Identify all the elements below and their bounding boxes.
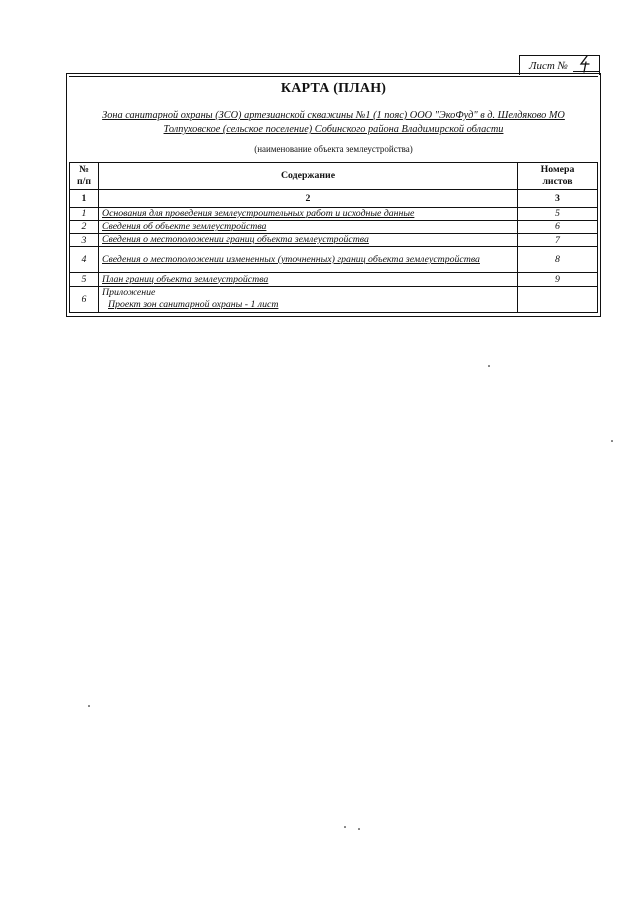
row-title: План границ объекта землеустройства (99, 273, 518, 286)
row-pages: 9 (518, 273, 598, 286)
document-title: КАРТА (ПЛАН) (280, 81, 387, 96)
table-header-row (70, 163, 598, 190)
scan-speck (358, 828, 360, 830)
row-title: Сведения об объекте землеустройства (99, 220, 518, 233)
frame-inner-line (69, 76, 598, 77)
column-number: 2 (99, 190, 518, 207)
object-name-line-1: Зона санитарной охраны (ЗСО) артезианской скважины №1 (1 пояс) ООО "ЭкоФуд" в д. Шелдяково МО (102, 110, 565, 121)
table-row-appendix (70, 286, 598, 312)
object-name-caption: (наименование объекта землеустройства) (254, 144, 413, 154)
header-pages (518, 163, 598, 190)
row-title: Сведения о местоположении измененных (уточненных) границ объекта землеустройства (99, 247, 518, 273)
table-row (70, 273, 598, 286)
header-content: Содержание (99, 163, 518, 190)
appendix-item: Проект зон санитарной охраны - 1 лист (108, 299, 279, 311)
row-number: 3 (70, 233, 99, 246)
row-pages (518, 286, 598, 312)
scan-speck (488, 365, 490, 367)
column-number: 3 (518, 190, 598, 207)
table-row (70, 207, 598, 220)
appendix-title: Приложение (102, 287, 156, 299)
row-pages: 7 (518, 233, 598, 246)
handwritten-sheet-number (577, 55, 593, 73)
row-number: 5 (70, 273, 99, 286)
row-pages: 5 (518, 207, 598, 220)
object-name-line-2: Толпуховское (сельское поселение) Собинского района Владимирской области (163, 124, 504, 135)
scan-speck (344, 826, 346, 828)
row-number: 6 (70, 286, 99, 312)
scan-speck (88, 705, 90, 707)
row-pages: 6 (518, 220, 598, 233)
row-title: Основания для проведения землеустроительных работ и исходные данные (99, 207, 518, 220)
document-frame (66, 73, 601, 317)
header-pages-line-2: листов (542, 176, 573, 188)
table-row (70, 247, 598, 273)
scan-speck (611, 440, 613, 442)
row-number: 1 (70, 207, 99, 220)
row-pages: 8 (518, 247, 598, 273)
row-title: Сведения о местоположении границ объекта землеустройства (99, 233, 518, 246)
object-name (75, 109, 592, 137)
table-row (70, 220, 598, 233)
header-pages-line-1: Номера (540, 164, 575, 176)
sheet-label: Лист № (529, 60, 568, 72)
header-number-line-2: п/п (76, 176, 91, 188)
table-row (70, 233, 598, 246)
sheet-number-field (573, 59, 599, 72)
row-number: 4 (70, 247, 99, 273)
column-number-row (70, 190, 598, 207)
row-number: 2 (70, 220, 99, 233)
header-number (70, 163, 99, 190)
header-number-line-1: № (79, 164, 89, 176)
appendix-cell (99, 286, 518, 312)
contents-table (69, 162, 598, 313)
sheet-number-box (519, 55, 600, 75)
column-number: 1 (70, 190, 99, 207)
